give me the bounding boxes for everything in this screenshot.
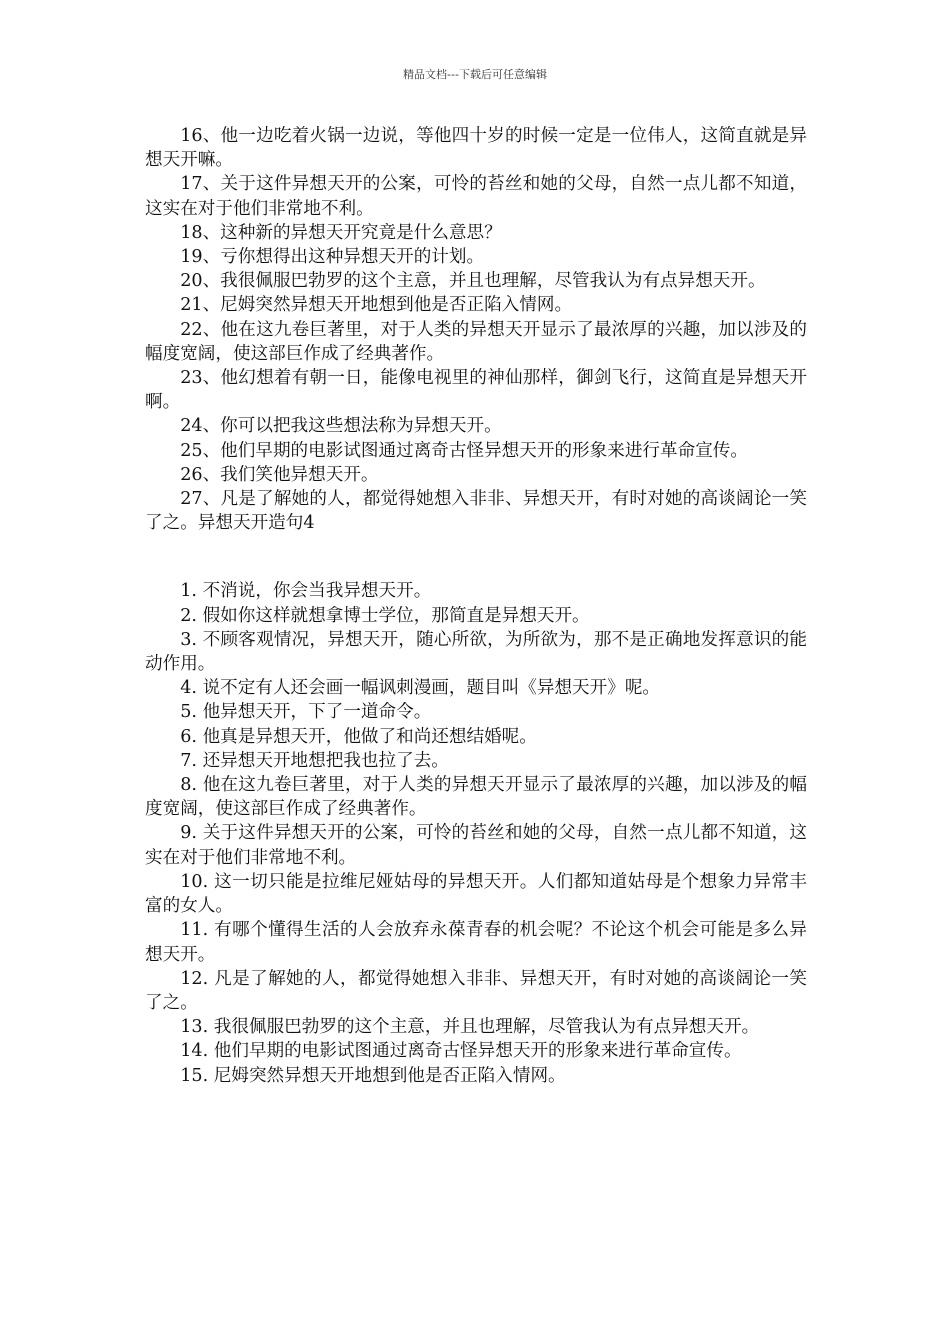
sentence-item: 26、我们笑他异想天开。	[180, 464, 379, 485]
sentence-item: 19、亏你想得出这种异想天开的计划。	[180, 247, 485, 268]
sentence-item: 24、你可以把我这些想法称为异想天开。	[180, 416, 502, 437]
sentence-list-section-1	[145, 124, 807, 535]
sentence-item: 4. 说不定有人还会画一幅讽刺漫画，题目叫《异想天开》呢。	[180, 678, 661, 699]
sentence-item: 8. 他在这九卷巨著里，对于人类的异想天开显示了最浓厚的兴趣，加以涉及的幅度宽阔，使这部巨作成了经典著作。	[145, 775, 807, 820]
sentence-item: 27、凡是了解她的人，都觉得她想入非非、异想天开，有时对她的高谈阔论一笑了之。异想天开造句4	[145, 489, 807, 534]
sentence-item: 13. 我很佩服巴勃罗的这个主意，并且也理解，尽管我认为有点异想天开。	[180, 1017, 760, 1038]
sentence-item: 14. 他们早期的电影试图通过离奇古怪异想天开的形象来进行革命宣传。	[180, 1041, 742, 1062]
sentence-item: 7. 还异想天开地想把我也拉了去。	[180, 750, 449, 771]
sentence-item: 17、关于这件异想天开的公案，可怜的苔丝和她的父母，自然一点儿都不知道，这实在对于他们非常地不利。	[145, 174, 807, 219]
sentence-item: 16、他一边吃着火锅一边说，等他四十岁的时候一定是一位伟人，这简直就是异想天开嘛。	[145, 126, 807, 171]
sentence-item: 15. 尼姆突然异想天开地想到他是否正陷入情网。	[180, 1065, 566, 1086]
sentence-item: 20、我很佩服巴勃罗的这个主意，并且也理解，尽管我认为有点异想天开。	[180, 271, 766, 292]
sentence-item: 5. 他异想天开，下了一道命令。	[180, 702, 432, 723]
sentence-item: 9. 关于这件异想天开的公案，可怜的苔丝和她的父母，自然一点儿都不知道，这实在对于他们非常地不利。	[145, 823, 807, 868]
sentence-item: 1. 不消说，你会当我异想天开。	[180, 581, 432, 602]
section-spacer	[145, 535, 807, 579]
sentence-item: 25、他们早期的电影试图通过离奇古怪异想天开的形象来进行革命宣传。	[180, 440, 748, 461]
sentence-item: 22、他在这九卷巨著里，对于人类的异想天开显示了最浓厚的兴趣，加以涉及的幅度宽阔，使这部巨作成了经典著作。	[145, 319, 807, 364]
sentence-item: 18、这种新的异想天开究竟是什么意思？	[180, 222, 502, 243]
sentence-item: 10. 这一切只能是拉维尼娅姑母的异想天开。人们都知道姑母是个想象力异常丰富的女人。	[145, 871, 807, 917]
sentence-item: 11. 有哪个懂得生活的人会放弃永葆青春的机会呢？不论这个机会可能是多么异想天开。	[145, 920, 807, 965]
sentence-list-section-2	[145, 579, 807, 1087]
sentence-item: 12. 凡是了解她的人，都觉得她想入非非、异想天开，有时对她的高谈阔论一笑了之。	[145, 968, 807, 1013]
document-body	[145, 124, 807, 1088]
sentence-item: 3. 不顾客观情况，异想天开，随心所欲，为所欲为，那不是正确地发挥意识的能动作用。	[145, 629, 807, 675]
sentence-item: 2. 假如你这样就想拿博士学位，那简直是异想天开。	[180, 605, 590, 626]
sentence-item: 21、尼姆突然异想天开地想到他是否正陷入情网。	[180, 295, 573, 316]
page-header: 精品文档---下载后可任意编辑	[403, 68, 547, 81]
sentence-item: 23、他幻想着有朝一日，能像电视里的神仙那样，御剑飞行，这简直是异想天开啊。	[145, 368, 807, 413]
sentence-item: 6. 他真是异想天开，他做了和尚还想结婚呢。	[180, 726, 537, 747]
